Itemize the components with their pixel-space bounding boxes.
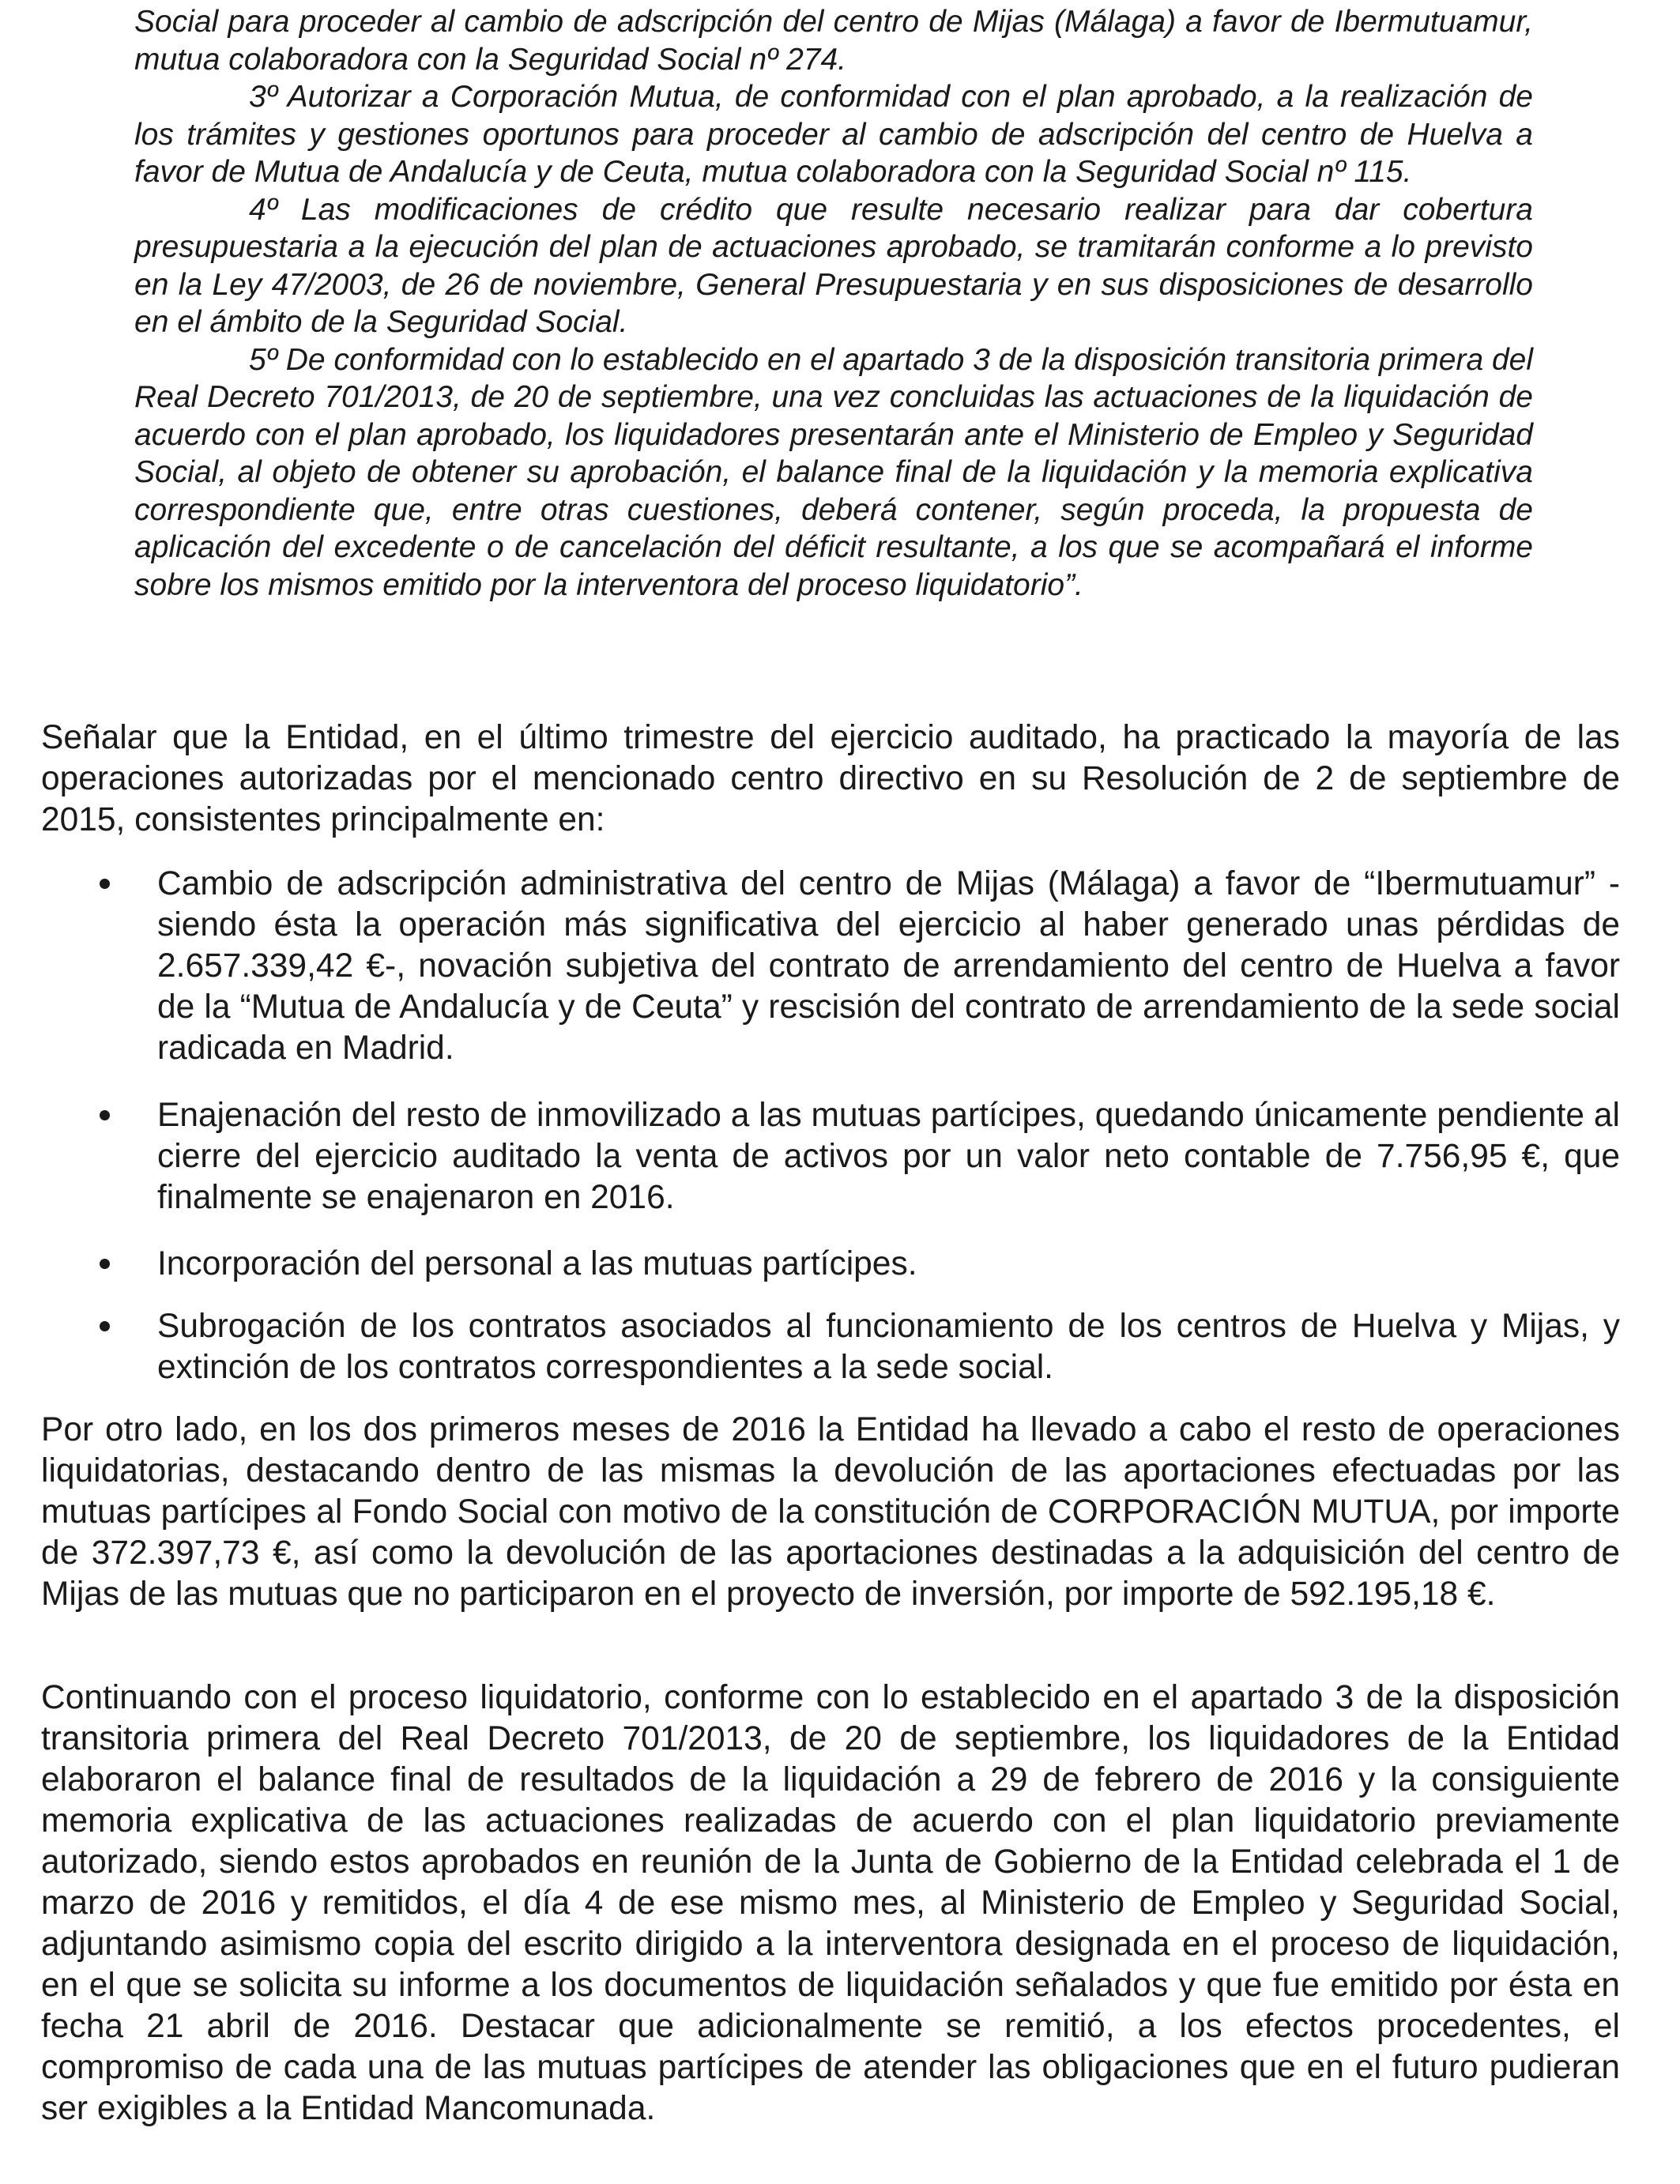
intro-paragraph-block (41, 717, 1620, 841)
operations-list-4 (41, 1306, 1620, 1388)
list-item-text: Subrogación de los contratos asociados al funcionamiento de los centros de Huelva y Mijas, y extinción de los contratos correspondientes a la sede social. (157, 1308, 1620, 1386)
list-item (41, 1306, 1620, 1388)
list-item-text: Cambio de adscripción administrativa del centro de Mijas (Málaga) a favor de “Ibermutuamur” -siendo ésta la operación más significativa del ejercicio al haber generado unas pérdidas de 2.657.339,42 €-, novación subjetiva del contrato de arrendamiento del centro de Huelva a favor de la “Mutua de Andalucía y de Ceuta” y rescisión del contrato de arrendamiento de la sede social radicada en Madrid. (157, 865, 1620, 1067)
bullet-icon (100, 1259, 110, 1269)
liquidation-process-block (41, 1678, 1620, 2129)
intro-paragraph: Señalar que la Entidad, en el último trimestre del ejercicio auditado, ha practicado la mayoría de las operaciones autorizadas por el mencionado centro directivo en su Resolución de 2 de septiembre de 2015, consistentes principalmente en: (41, 719, 1620, 838)
list-item (41, 1244, 1620, 1285)
bullet-icon (100, 1110, 110, 1120)
bullet-icon (100, 1321, 110, 1331)
list-item (41, 864, 1620, 1069)
operations-list (41, 864, 1620, 1069)
quote-paragraph-5: 5º De conformidad con lo establecido en el apartado 3 de la disposición transitoria primera del Real Decreto 701/2013, de 20 de septiembre, una vez concluidas las actuaciones de la liquidación de acuerdo con el plan aprobado, los liquidadores presentarán ante el Ministerio de Empleo y Seguridad Social, al objeto de obtener su aprobación, el balance final de la liquidación y la memoria explicativa correspondiente que, entre otras cuestiones, deberá contener, según proceda, la propuesta de aplicación del excedente o de cancelación del déficit resultante, a los que se acompañará el informe sobre los mismos emitido por la interventora del proceso liquidatorio”. (134, 342, 1534, 602)
liquidation-process-paragraph: Continuando con el proceso liquidatorio, conforme con lo establecido en el apartado 3 de la disposición transitoria primera del Real Decreto 701/2013, de 20 de septiembre, los liquidadores de la Entidad elaboraron el balance final de resultados de la liquidación a 29 de febrero de 2016 y la consiguiente memoria explicativa de las actuaciones realizadas de acuerdo con el plan liquidatorio previamente autorizado, siendo estos aprobados en reunión de la Junta de Gobierno de la Entidad celebrada el 1 de marzo de 2016 y remitidos, el día 4 de ese mismo mes, al Ministerio de Empleo y Seguridad Social, adjuntando asimismo copia del escrito dirigido a la interventora designada en el proceso de liquidación, en el que se solicita su informe a los documentos de liquidación señalados y que fue emitido por ésta en fecha 21 abril de 2016. Destacar que adicionalmente se remitió, a los efectos procedentes, el compromiso de cada una de las mutuas partícipes de atender las obligaciones que en el futuro pudieran ser exigibles a la Entidad Mancomunada. (41, 1679, 1620, 2127)
quote-paragraph-continuation: Social para proceder al cambio de adscripción del centro de Mijas (Málaga) a favor de Ibermutuamur, mutua colaboradora con la Seguridad Social nº 274. (134, 5, 1533, 77)
bullet-icon (100, 879, 110, 889)
quote-paragraph-4: 4º Las modificaciones de crédito que resulte necesario realizar para dar cobertura presupuestaria a la ejecución del plan de actuaciones aprobado, se tramitarán conforme a lo previsto en la Ley 47/2003, de 26 de noviembre, General Presupuestaria y en sus disposiciones de desarrollo en el ámbito de la Seguridad Social. (134, 192, 1533, 339)
list-item-text: Enajenación del resto de inmovilizado a las mutuas partícipes, quedando únicamente pendiente al cierre del ejercicio auditado la venta de activos por un valor neto contable de 7.756,95 €, que finalmente se enajenaron en 2016. (157, 1097, 1620, 1216)
other-operations-block (41, 1410, 1620, 1615)
list-item-text: Incorporación del personal a las mutuas partícipes. (157, 1245, 917, 1282)
quoted-resolution (134, 3, 1533, 604)
list-item (41, 1095, 1620, 1218)
quote-paragraph-3: 3º Autorizar a Corporación Mutua, de conformidad con el plan aprobado, a la realización de los trámites y gestiones oportunos para proceder al cambio de adscripción del centro de Huelva a favor de Mutua de Andalucía y de Ceuta, mutua colaboradora con la Seguridad Social nº 115. (134, 80, 1533, 189)
operations-list-2 (41, 1095, 1620, 1218)
operations-list-3 (41, 1244, 1620, 1285)
other-operations-paragraph: Por otro lado, en los dos primeros meses de 2016 la Entidad ha llevado a cabo el resto de operaciones liquidatorias, destacando dentro de las mismas la devolución de las aportaciones efectuadas por las mutuas partícipes al Fondo Social con motivo de la constitución de CORPORACIÓN MUTUA, por importe de 372.397,73 €, así como la devolución de las aportaciones destinadas a la adquisición del centro de Mijas de las mutuas que no participaron en el proyecto de inversión, por importe de 592.195,18 €. (41, 1411, 1620, 1613)
